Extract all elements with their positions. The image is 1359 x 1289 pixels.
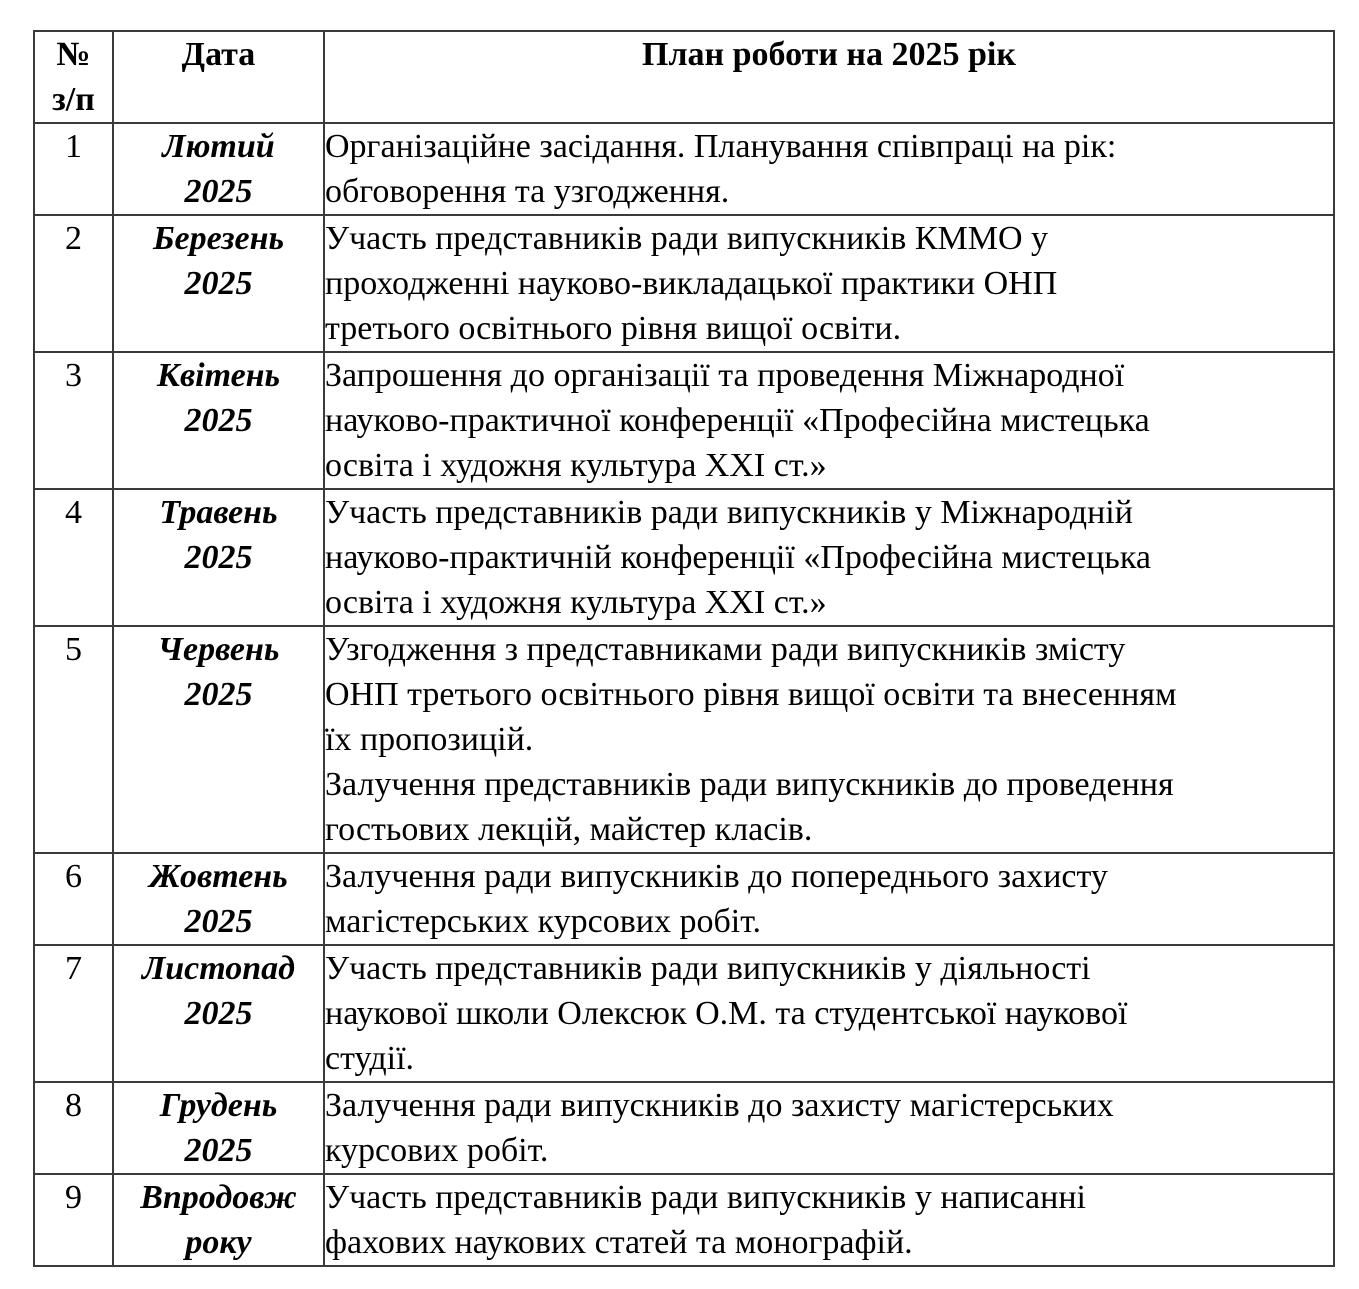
plan-text-line: науково-практичної конференції «Професійна мистецька	[325, 402, 1150, 439]
date-year: 2025	[184, 1132, 253, 1169]
date-year: 2025	[184, 903, 253, 940]
table-row	[34, 1082, 1334, 1174]
row-number: 1	[34, 123, 113, 215]
table-row	[34, 626, 1334, 853]
row-plan-text	[324, 853, 1334, 945]
row-number: 5	[34, 626, 113, 853]
plan-text-line: Участь представників ради випускників у Міжнародній	[325, 494, 1133, 531]
row-plan-text	[324, 945, 1334, 1082]
plan-text-line: наукової школи Олексюк О.М. та студентської наукової	[325, 995, 1128, 1032]
plan-text-line: магістерських курсових робіт.	[325, 903, 762, 940]
plan-text-line: проходженні науково-викладацької практики ОНП	[325, 265, 1058, 302]
row-plan-text	[324, 626, 1334, 853]
plan-text-line: Залучення ради випускників до попереднього захисту	[325, 858, 1108, 895]
row-date	[113, 1174, 324, 1266]
plan-text-line: ОНП третього освітнього рівня вищої освіти та внесенням	[325, 676, 1177, 713]
table-row	[34, 352, 1334, 489]
row-number: 2	[34, 215, 113, 352]
date-month: Червень	[157, 631, 280, 668]
row-date	[113, 853, 324, 945]
header-number-abbr: з/п	[52, 81, 95, 118]
plan-text-line: Запрошення до організації та проведення Міжнародної	[325, 357, 1125, 394]
plan-text-line: науково-практичній конференції «Професійна мистецька	[325, 539, 1151, 576]
date-year: 2025	[184, 995, 253, 1032]
row-number: 7	[34, 945, 113, 1082]
work-plan-table	[33, 30, 1335, 1267]
date-month: Березень	[152, 220, 285, 257]
date-year: 2025	[184, 265, 253, 302]
plan-text-line: курсових робіт.	[325, 1132, 549, 1169]
plan-text-line: Узгодження з представниками ради випускників змісту	[325, 631, 1126, 668]
row-plan-text	[324, 215, 1334, 352]
date-month: Грудень	[159, 1087, 278, 1124]
date-month: Квітень	[156, 357, 281, 394]
plan-text-line: Участь представників ради випускників у написанні	[325, 1179, 1086, 1216]
date-year: 2025	[184, 676, 253, 713]
plan-text-line: Участь представників ради випускників КММО у	[325, 220, 1049, 257]
date-year: 2025	[184, 173, 253, 210]
row-plan-text	[324, 1082, 1334, 1174]
table-row	[34, 1174, 1334, 1266]
header-date: Дата	[113, 31, 324, 123]
plan-text-line: освіта і художня культура XXI ст.»	[325, 447, 827, 484]
row-date	[113, 123, 324, 215]
row-number: 9	[34, 1174, 113, 1266]
plan-text-line: студії.	[325, 1040, 415, 1077]
row-plan-text	[324, 123, 1334, 215]
header-plan: План роботи на 2025 рік	[324, 31, 1334, 123]
row-date	[113, 489, 324, 626]
row-date	[113, 626, 324, 853]
row-plan-text	[324, 1174, 1334, 1266]
plan-text-line: Залучення ради випускників до захисту магістерських	[325, 1087, 1114, 1124]
row-number: 6	[34, 853, 113, 945]
date-year: року	[185, 1224, 252, 1261]
plan-text-line: Організаційне засідання. Планування співпраці на рік:	[325, 128, 1117, 165]
table-row	[34, 123, 1334, 215]
header-number	[34, 31, 113, 123]
table-row	[34, 489, 1334, 626]
row-number: 8	[34, 1082, 113, 1174]
date-month: Впродовж	[140, 1179, 297, 1216]
date-year: 2025	[184, 402, 253, 439]
table-row	[34, 945, 1334, 1082]
date-year: 2025	[184, 539, 253, 576]
table-row	[34, 853, 1334, 945]
table-row	[34, 215, 1334, 352]
table-header-row	[34, 31, 1334, 123]
plan-text-line: їх пропозицій.	[325, 721, 534, 758]
row-date	[113, 1082, 324, 1174]
plan-text-line: фахових наукових статей та монографій.	[325, 1224, 913, 1261]
row-plan-text	[324, 489, 1334, 626]
plan-text-line: Участь представників ради випускників у діяльності	[325, 950, 1091, 987]
header-number-symbol: №	[56, 36, 91, 73]
row-date	[113, 215, 324, 352]
row-date	[113, 945, 324, 1082]
plan-text-line: обговорення та узгодження.	[325, 173, 730, 210]
date-month: Лютий	[162, 128, 275, 165]
plan-text-line: третього освітнього рівня вищої освіти.	[325, 310, 902, 347]
date-month: Жовтень	[149, 858, 288, 895]
plan-text-line: Залучення представників ради випускників до проведення	[325, 766, 1174, 803]
date-month: Травень	[159, 494, 278, 531]
plan-text-line: освіта і художня культура XXI ст.»	[325, 584, 827, 621]
row-number: 3	[34, 352, 113, 489]
row-number: 4	[34, 489, 113, 626]
plan-text-line: гостьових лекцій, майстер класів.	[325, 811, 813, 848]
row-plan-text	[324, 352, 1334, 489]
date-month: Листопад	[141, 950, 296, 987]
row-date	[113, 352, 324, 489]
